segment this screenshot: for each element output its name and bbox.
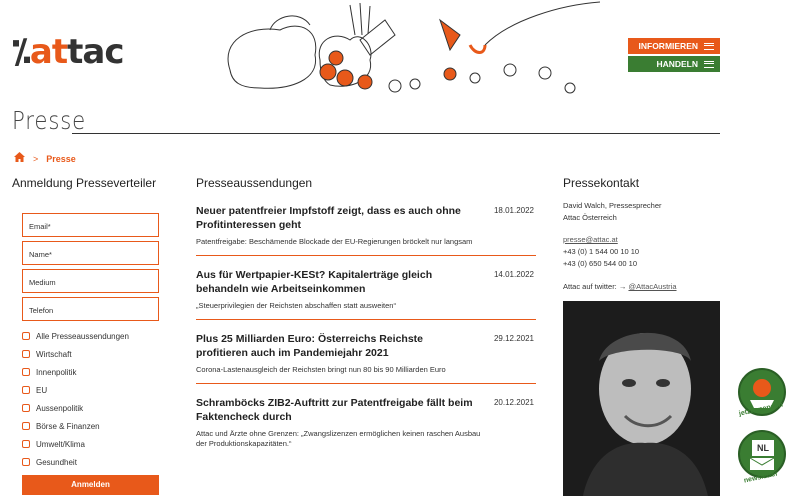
checkbox-eu[interactable]: [22, 381, 162, 399]
submit-button[interactable]: Anmelden: [22, 475, 159, 495]
press-releases: [196, 176, 536, 469]
checkbox-aussenpolitik[interactable]: [22, 399, 162, 417]
checkbox-label: Börse & Finanzen: [36, 421, 100, 431]
title-divider: [72, 133, 720, 134]
press-release-title[interactable]: Plus 25 Milliarden Euro: Österreichs Reichste profitieren auch im Pandemiejahr 2021: [196, 333, 423, 359]
topic-checkboxes: [22, 327, 162, 471]
medium-field[interactable]: Medium: [22, 269, 159, 293]
home-icon[interactable]: [14, 152, 25, 165]
checkbox-umwelt[interactable]: [22, 435, 162, 453]
contact-phone-1: +43 (0) 1 544 00 10 10: [563, 247, 640, 256]
checkbox-label: Alle Presseaussendungen: [36, 331, 129, 341]
checkbox-gesundheit[interactable]: [22, 453, 162, 471]
newsletter-signup-form: [12, 176, 162, 495]
informieren-label: INFORMIEREN: [638, 41, 698, 51]
twitter-prefix: Attac auf twitter:: [563, 282, 617, 291]
attac-logo[interactable]: [12, 32, 123, 72]
contact-portrait-photo: [563, 301, 720, 496]
press-release-item[interactable]: [196, 268, 536, 320]
press-release-summary: „Steuerprivilegien der Reichsten abschaffen statt ausweiten“: [196, 301, 396, 310]
contact-org: Attac Österreich: [563, 213, 617, 222]
signup-heading: Anmeldung Presseverteiler: [12, 176, 157, 190]
contact-phone-2: +43 (0) 650 544 00 10: [563, 259, 638, 268]
checkbox-wirtschaft[interactable]: [22, 345, 162, 363]
press-releases-heading: Presseaussendungen: [196, 176, 313, 190]
page-title: Presse: [12, 106, 87, 135]
breadcrumb: [14, 152, 76, 165]
press-release-title[interactable]: Schramböcks ZIB2-Auftritt zur Patentfreigabe fällt beim Faktencheck durch: [196, 397, 473, 423]
checkbox-innenpolitik[interactable]: [22, 363, 162, 381]
checkbox-label: EU: [36, 385, 48, 395]
checkbox-box[interactable]: [22, 458, 30, 466]
press-release-date: 18.01.2022: [493, 206, 534, 215]
checkbox-label: Innenpolitik: [36, 367, 77, 377]
donate-label[interactable]: jetzt spenden: [738, 401, 784, 418]
press-release-item[interactable]: [196, 204, 536, 256]
press-release-date: 20.12.2021: [493, 398, 534, 407]
twitter-line: [563, 282, 723, 291]
checkbox-box[interactable]: [22, 440, 30, 448]
newsletter-label[interactable]: newsletter: [743, 470, 779, 485]
press-release-item[interactable]: [196, 396, 536, 457]
checkbox-box[interactable]: [22, 368, 30, 376]
checkbox-label: Umwelt/Klima: [36, 439, 85, 449]
email-field[interactable]: Email*: [22, 213, 159, 237]
handeln-button[interactable]: [628, 56, 720, 72]
logo-prefix: ⁒: [12, 32, 30, 72]
press-release-summary: Patentfreigabe: Beschämende Blockade der EU-Regierungen bröckelt nur langsam: [196, 237, 473, 246]
checkbox-box[interactable]: [22, 386, 30, 394]
checkbox-box[interactable]: [22, 422, 30, 430]
checkbox-label: Wirtschaft: [36, 349, 72, 359]
logo-tac: tac: [67, 32, 124, 72]
contact-name: David Walch, Pressesprecher: [563, 201, 662, 210]
hero-illustration: [210, 0, 630, 100]
press-release-title[interactable]: Neuer patentfreier Impfstoff zeigt, dass es auch ohne Profitinteressen geht: [196, 205, 461, 231]
checkbox-label: Gesundheit: [36, 457, 77, 467]
menu-icon: [704, 61, 714, 68]
checkbox-label: Aussenpolitik: [36, 403, 84, 413]
menu-icon: [704, 43, 714, 50]
checkbox-all[interactable]: [22, 327, 162, 345]
press-release-summary: Corona-Lastenausgleich der Reichsten bringt nun 80 bis 90 Milliarden Euro: [196, 365, 446, 374]
press-release-date: 14.01.2022: [493, 270, 534, 279]
twitter-handle-link[interactable]: @AttacAustria: [628, 282, 677, 291]
press-release-title[interactable]: Aus für Wertpapier-KESt? Kapitalerträge gleich behandeln wie Arbeitseinkommen: [196, 269, 433, 295]
logo-at: at: [29, 32, 68, 72]
press-release-summary: Attac und Ärzte ohne Grenzen: „Zwangslizenzen ermöglichen keinen raschen Ausbau der Produktionskapazitäten.“: [196, 429, 481, 448]
breadcrumb-separator: >: [33, 153, 39, 164]
name-field[interactable]: Name*: [22, 241, 159, 265]
contact-email-link[interactable]: presse@attac.at: [563, 235, 618, 244]
press-contact-heading: Pressekontakt: [563, 176, 640, 190]
checkbox-box[interactable]: [22, 332, 30, 340]
checkbox-box[interactable]: [22, 404, 30, 412]
checkbox-boerse[interactable]: [22, 417, 162, 435]
press-contact: [563, 176, 723, 496]
phone-field[interactable]: Telefon: [22, 297, 159, 321]
newsletter-badge-text: NL: [752, 440, 774, 456]
informieren-button[interactable]: [628, 38, 720, 54]
top-navigation: [628, 38, 720, 74]
arrow-icon: →: [618, 282, 627, 291]
press-release-item[interactable]: [196, 332, 536, 384]
checkbox-box[interactable]: [22, 350, 30, 358]
handeln-label: HANDELN: [656, 59, 698, 69]
breadcrumb-current[interactable]: Presse: [46, 153, 76, 164]
press-release-date: 29.12.2021: [493, 334, 534, 343]
